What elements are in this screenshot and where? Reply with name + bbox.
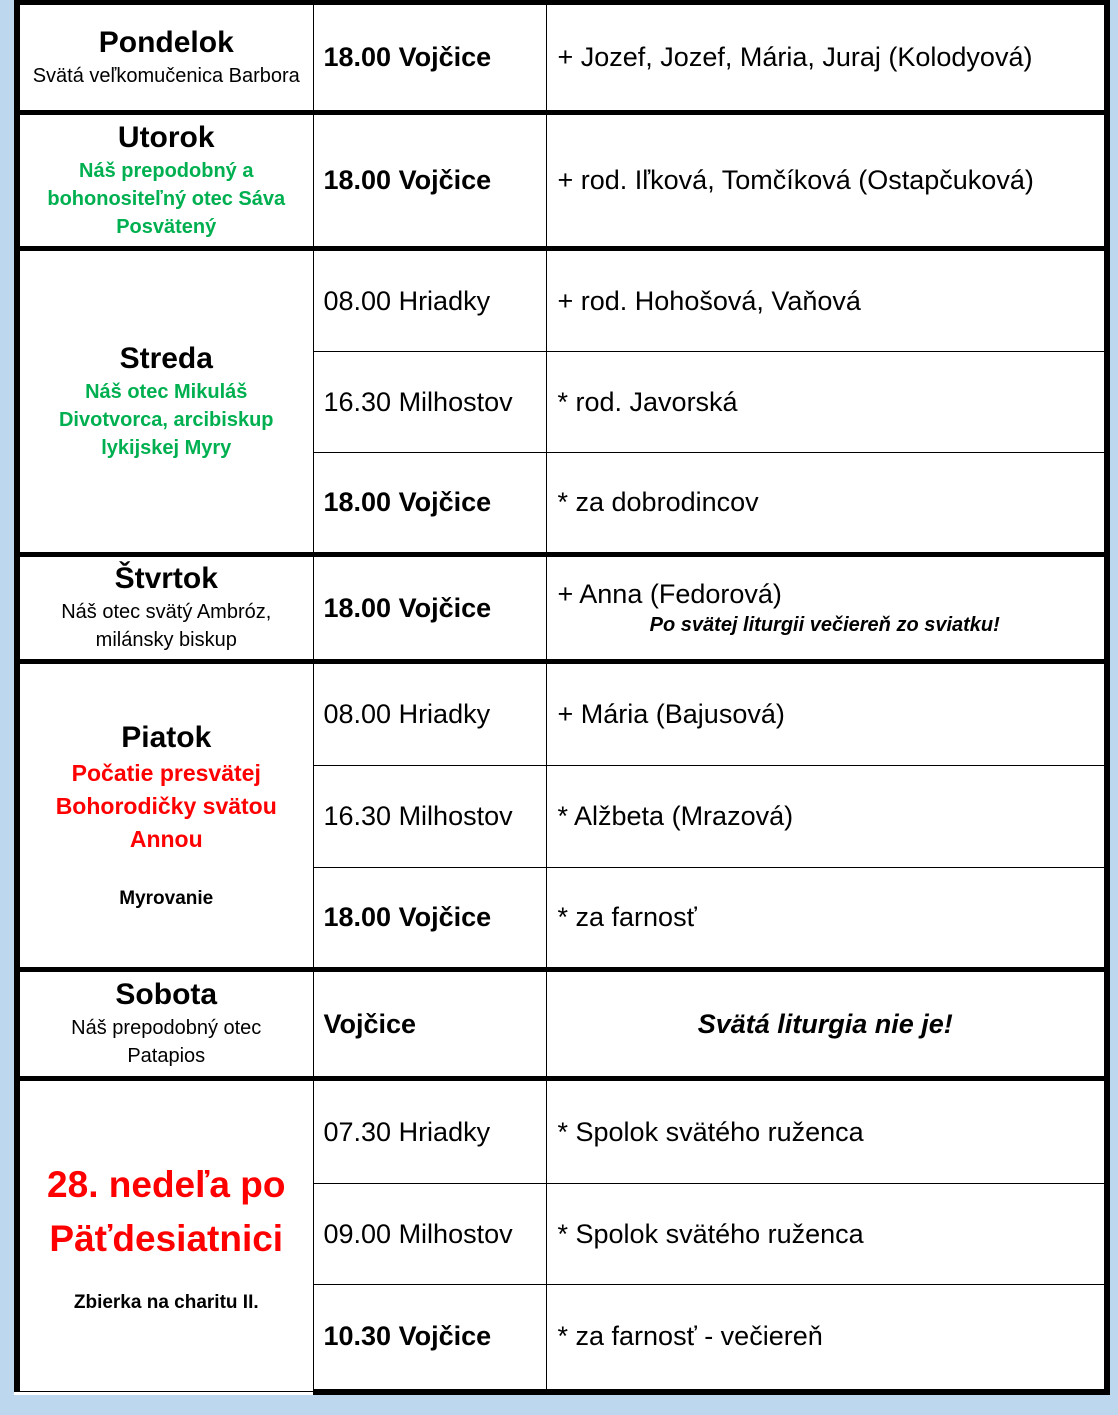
feast-name: Náš otec svätý Ambróz, milánsky biskup xyxy=(61,601,272,651)
day-note: Zbierka na charitu II. xyxy=(73,1292,259,1313)
feast-name: Počatie presvätej Bohorodičky svätou Annou xyxy=(55,760,277,852)
day-name: Piatok xyxy=(121,721,212,754)
day-cell-tuesday xyxy=(17,113,313,249)
service-intention: * za farnosť - večiereň xyxy=(546,1285,1107,1392)
day-name: 28. nedeľa po Päťdesiatnici xyxy=(47,1164,286,1259)
day-name: Pondelok xyxy=(98,25,234,59)
service-time: Vojčice xyxy=(313,970,546,1079)
service-time: 09.00 Milhostov xyxy=(313,1184,546,1285)
service-intention: * Spolok svätého ruženca xyxy=(546,1184,1107,1285)
service-time: 18.00 Vojčice xyxy=(313,113,546,249)
service-intention: * rod. Javorská xyxy=(546,352,1107,453)
service-intention-cell xyxy=(546,555,1107,662)
feast-name: Svätá veľkomučenica Barbora xyxy=(32,64,300,87)
service-time: 16.30 Milhostov xyxy=(313,352,546,453)
service-intention: Svätá liturgia nie je! xyxy=(546,970,1107,1079)
service-intention: + Jozef, Jozef, Mária, Juraj (Kolodyová) xyxy=(546,3,1107,113)
day-name: Štvrtok xyxy=(114,562,218,595)
day-name: Sobota xyxy=(115,978,218,1011)
day-cell-thursday xyxy=(17,555,313,662)
service-intention: + rod. Hohošová, Vaňová xyxy=(546,249,1107,352)
schedule-row xyxy=(17,555,1107,662)
service-intention: + rod. Iľková, Tomčíková (Ostapčuková) xyxy=(546,113,1107,249)
feast-name: Náš prepodobný a bohonositeľný otec Sáva Posvätený xyxy=(47,159,286,238)
schedule-row xyxy=(17,113,1107,249)
service-time: 18.00 Vojčice xyxy=(313,453,546,555)
service-intention: * za farnosť xyxy=(546,868,1107,970)
service-intention: * Spolok svätého ruženca xyxy=(546,1079,1107,1184)
day-cell-saturday xyxy=(17,970,313,1079)
service-time: 18.00 Vojčice xyxy=(313,3,546,113)
service-intention: * Alžbeta (Mrazová) xyxy=(546,766,1107,868)
schedule-row xyxy=(17,970,1107,1079)
service-time: 18.00 Vojčice xyxy=(313,868,546,970)
schedule-row xyxy=(17,1079,1107,1184)
day-cell-sunday xyxy=(17,1079,313,1392)
feast-name: Náš prepodobný otec Patapios xyxy=(71,1017,262,1067)
service-time: 08.00 Hriadky xyxy=(313,662,546,766)
service-time: 07.30 Hriadky xyxy=(313,1079,546,1184)
service-time: 10.30 Vojčice xyxy=(313,1285,546,1392)
service-time: 08.00 Hriadky xyxy=(313,249,546,352)
day-cell-wednesday xyxy=(17,249,313,555)
day-cell-monday xyxy=(17,3,313,113)
service-intention: + Anna (Fedorová) xyxy=(557,579,782,609)
day-note: Myrovanie xyxy=(119,888,214,909)
weekly-schedule-table xyxy=(14,0,1110,1395)
schedule-row xyxy=(17,3,1107,113)
feast-name: Náš otec Mikuláš Divotvorca, arcibiskup lykijskej Myry xyxy=(58,380,274,459)
service-time: 18.00 Vojčice xyxy=(313,555,546,662)
service-note: Po svätej liturgii večiereň zo sviatku! xyxy=(649,614,1000,636)
day-name: Utorok xyxy=(117,120,215,154)
schedule-row xyxy=(17,662,1107,766)
service-intention: + Mária (Bajusová) xyxy=(546,662,1107,766)
day-cell-friday xyxy=(17,662,313,970)
day-name: Streda xyxy=(119,341,213,375)
schedule-row xyxy=(17,249,1107,352)
service-intention: * za dobrodincov xyxy=(546,453,1107,555)
service-time: 16.30 Milhostov xyxy=(313,766,546,868)
